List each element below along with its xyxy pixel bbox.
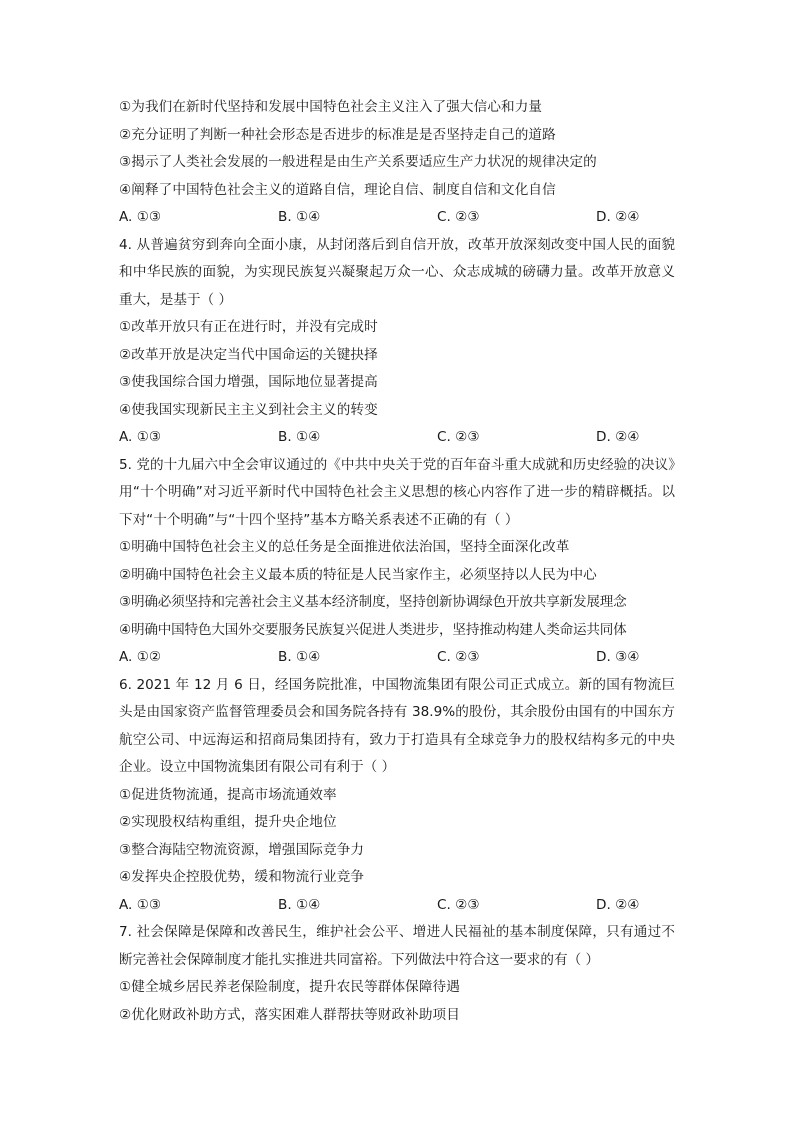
q6-choice-d: D. ②④ — [596, 896, 640, 913]
q5-choice-b: B. ①④ — [278, 649, 321, 665]
q5-option-2: ②明确中国特色社会主义最本质的特征是人民当家作主，必须坚持以人民为中心 — [119, 566, 597, 583]
q3-option-4: ④阐释了中国特色社会主义的道路自信，理论自信、制度自信和文化自信 — [119, 181, 556, 198]
question-7-options — [119, 974, 675, 1029]
q4-choice-d: D. ②④ — [596, 429, 640, 445]
q5-choice-c: C. ②③ — [437, 649, 480, 665]
q4-option-1: ①改革开放只有正在进行时，并没有完成时 — [119, 319, 378, 335]
q3-option-1: ①为我们在新时代坚持和发展中国特色社会主义注入了强大信心和力量 — [119, 99, 543, 115]
q3-option-3: ③揭示了人类社会发展的一般进程是由生产关系要适应生产力状况的规律决定的 — [119, 154, 597, 170]
question-4-options — [119, 314, 675, 424]
q5-choice-d: D. ③④ — [596, 649, 640, 665]
q6-option-3: ③整合海陆空物流资源，增强国际竞争力 — [119, 841, 365, 858]
q5-option-1: ①明确中国特色社会主义的总任务是全面推进依法治国，坚持全面深化改革 — [119, 539, 570, 555]
q4-option-2: ②改革开放是决定当代中国命运的关键抉择 — [119, 346, 378, 363]
q5-option-3: ③明确必须坚持和完善社会主义基本经济制度，坚持创新协调绿色开放共享新发展理念 — [119, 594, 627, 610]
q6-option-1: ①促进货物流通，提高市场流通效率 — [119, 786, 337, 803]
q7-stem: 7. 社会保障是保障和改善民生，维护社会公平、增进人民福祉的基本制度保障，只有通过不断完善社会保障制度才能扎实推进共同富裕。下列做法中符合这一要求的有（ ） — [119, 924, 675, 968]
q4-stem: 4. 从普遍贫穷到奔向全面小康，从封闭落后到自信开放，改革开放深刻改变中国人民的面貌和中华民族的面貌，为实现民族复兴凝聚起万众一心、众志成城的磅礴力量。改革开放意义重大，是基于（ ） — [119, 236, 675, 308]
q4-option-3: ③使我国综合国力增强，国际地位显著提高 — [119, 374, 378, 390]
q4-choice-a: A. ①③ — [119, 429, 162, 445]
question-5-options — [119, 534, 675, 644]
q3-choice-a: A. ①③ — [119, 209, 162, 225]
q3-choice-c: C. ②③ — [437, 209, 480, 225]
q4-option-4: ④使我国实现新民主主义到社会主义的转变 — [119, 401, 378, 418]
exam-content — [119, 94, 675, 1029]
q3-choice-b: B. ①④ — [278, 209, 321, 225]
q5-stem: 5. 党的十九届六中全会审议通过的《中共中央关于党的百年奋斗重大成就和历史经验的决议》用“十个明确”对习近平新时代中国特色社会主义思想的核心内容作了进一步的精辟概括。以下对“十个明确”与“十四个坚持”基本方略关系表述不正确的有（ ） — [119, 456, 675, 528]
q4-choice-c: C. ②③ — [437, 429, 480, 445]
q6-option-2: ②实现股权结构重组，提升央企地位 — [119, 814, 337, 830]
q6-choice-a: A. ①③ — [119, 896, 162, 913]
q6-stem: 6. 2021 年 12 月 6 日，经国务院批准，中国物流集团有限公司正式成立。新的国有物流巨头是由国家资产监督管理委员会和国务院各持有 38.9%的股份，其余股份由国有的中国东方航空公司、中远海运和招商局集团持有，致力于打造具有全球竞争力的股权结构多元的中央企业。设立中国物流集团有限公司有利于（ ） — [119, 676, 675, 775]
q6-choice-b: B. ①④ — [278, 896, 321, 913]
q3-choices — [119, 204, 675, 232]
q3-option-2: ②充分证明了判断一种社会形态是否进步的标准是是否坚持走自己的道路 — [119, 126, 556, 143]
q4-choices — [119, 424, 675, 452]
q4-choice-b: B. ①④ — [278, 429, 321, 445]
q7-option-2: ②优化财政补助方式，落实困难人群帮扶等财政补助项目 — [119, 1006, 460, 1023]
q5-choices — [119, 644, 675, 672]
q3-choice-d: D. ②④ — [596, 209, 640, 225]
q7-option-1: ①健全城乡居民养老保险制度，提升农民等群体保障待遇 — [119, 979, 460, 995]
question-3-options — [119, 94, 675, 204]
question-6-options — [119, 782, 675, 892]
q5-option-4: ④明确中国特色大国外交要服务民族复兴促进人类进步，坚持推动构建人类命运共同体 — [119, 621, 627, 638]
q6-choice-c: C. ②③ — [437, 896, 480, 913]
q6-choices — [119, 892, 675, 920]
q6-option-4: ④发挥央企控股优势，缓和物流行业竞争 — [119, 869, 365, 885]
q5-choice-a: A. ①② — [119, 649, 162, 665]
